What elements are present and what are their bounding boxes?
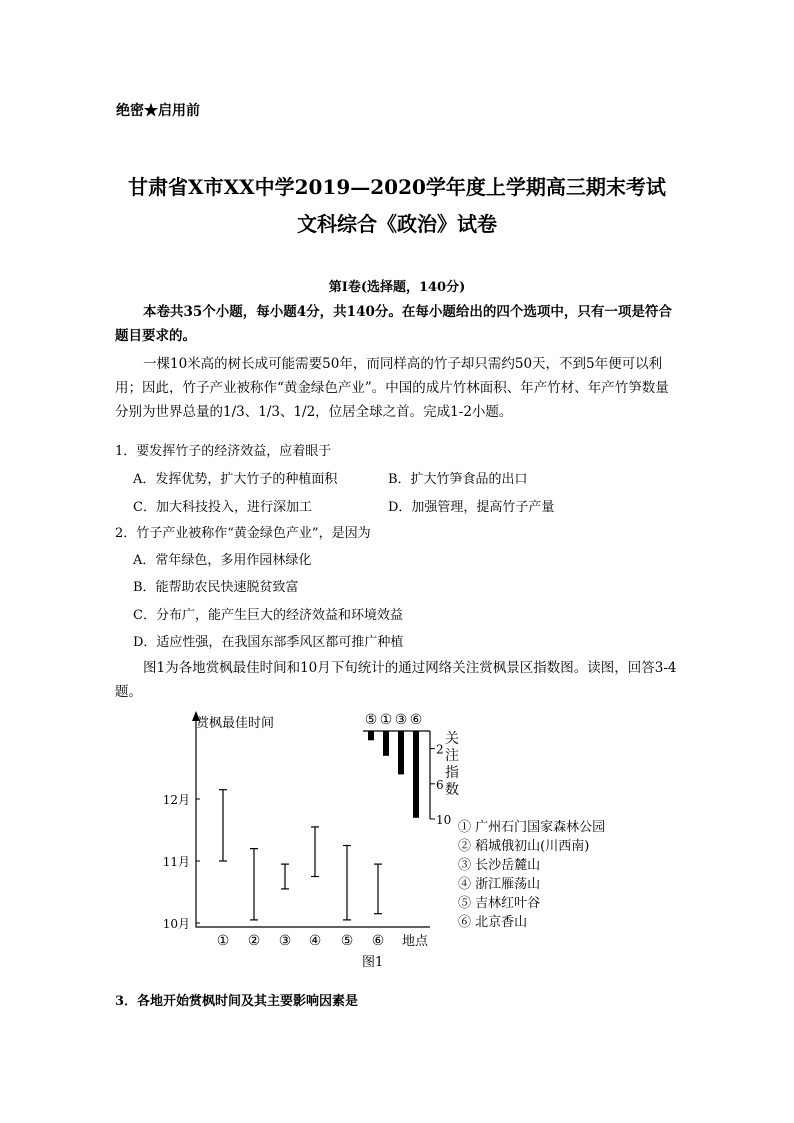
attention-tick-label: 2: [436, 742, 444, 757]
range-chart-x-labels: [217, 933, 385, 949]
secret-label: 绝密★启用前: [116, 103, 200, 119]
attention-bar: [368, 731, 374, 740]
attention-bar: [383, 731, 389, 756]
y-tick-label: 10月: [162, 917, 190, 931]
passage-2: 图1为各地赏枫最佳时间和10月下旬统计的通过网络关注赏枫景区指数图。读图，回答3-4题。: [115, 660, 677, 700]
attention-chart-ylabel: [445, 731, 459, 798]
question-1-stem: 1．要发挥竹子的经济效益，应着眼于: [115, 444, 332, 459]
q1-option-d: D．加强管理，提高竹子产量: [388, 500, 555, 515]
attention-tick-label: 10: [436, 813, 452, 827]
legend-item: ④ 浙江雁荡山: [458, 877, 541, 892]
range-chart-axes: [196, 715, 430, 927]
q2-option-c: C．分布广，能产生巨大的经济效益和环境效益: [133, 608, 403, 623]
attention-chart-bars: [368, 731, 419, 818]
section-heading: 第Ⅰ卷(选择题，140分): [328, 280, 466, 295]
page-subtitle: 文科综合《政治》试卷: [297, 212, 497, 236]
y-tick-label: 12月: [162, 793, 190, 807]
legend-item: ② 稻城俄初山(川西南): [458, 839, 590, 854]
attention-bar: [413, 731, 419, 818]
q1-option-a: A．发挥优势，扩大竹子的种植面积: [133, 472, 338, 487]
attention-ylabel-char: 关: [445, 731, 459, 747]
x-tick-label: ①: [216, 933, 230, 949]
range-chart-xlabel: 地点: [402, 934, 429, 949]
range-chart-bars: [219, 790, 382, 920]
question-3-stem: 3．各地开始赏枫时间及其主要影响因素是: [115, 994, 359, 1009]
q2-option-a: A．常年绿色，多用作园林绿化: [133, 553, 312, 568]
question-2-stem: 2．竹子产业被称作“黄金绿色产业”，是因为: [115, 526, 371, 541]
passage-1: 一棵10米高的树长成可能需要50年，而同样高的竹子却只需约50天，不到5年便可以利用；因此，竹子产业被称作“黄金绿色产业”。中国的成片竹林面积、年产竹材、年产竹笋数量分别为世界总量的1/3、1/3、1/2，位居全球之首。完成1-2小题。: [115, 356, 669, 420]
x-tick-label: ⑤: [340, 933, 354, 949]
x-tick-label: ③: [278, 933, 292, 949]
figure-caption: 图1: [362, 955, 384, 970]
x-tick-label: ⑥: [371, 933, 385, 949]
attention-chart-labels: [365, 712, 423, 728]
attention-ylabel-char: 指: [445, 765, 459, 781]
attention-ylabel-char: 注: [445, 748, 459, 764]
attention-ylabel-char: 数: [445, 782, 459, 798]
page-title: 甘肃省X市XX中学2019—2020学年度上学期高三期末考试: [128, 175, 666, 199]
q1-option-b: B．扩大竹笋食品的出口: [388, 472, 528, 487]
q1-option-c: C．加大科技投入，进行深加工: [133, 500, 312, 515]
x-tick-label: ②: [247, 933, 261, 949]
range-chart-ylabel: 赏枫最佳时间: [196, 716, 275, 731]
attention-bar-label: ③: [394, 712, 408, 728]
legend: [458, 818, 605, 932]
legend-item: ⑤ 吉林红叶谷: [458, 896, 541, 911]
range-chart-y-ticks: [163, 793, 200, 931]
x-tick-label: ④: [308, 933, 322, 949]
q2-option-b: B．能帮助农民快速脱贫致富: [133, 580, 299, 595]
attention-bar-label: ⑤: [364, 712, 378, 728]
legend-item: ③ 长沙岳麓山: [458, 858, 541, 873]
attention-bar-label: ①: [379, 712, 393, 728]
instructions: 本卷共35个小题，每小题4分，共140分。在每小题给出的四个选项中，只有一项是符合题目要求的。: [115, 304, 672, 344]
legend-item: ① 广州石门国家森林公园: [458, 820, 606, 835]
attention-bar-label: ⑥: [409, 712, 423, 728]
q2-option-d: D．适应性强，在我国东部季风区都可推广种植: [133, 635, 404, 650]
attention-tick-label: 6: [436, 777, 444, 792]
attention-bar: [398, 731, 404, 774]
legend-item: ⑥ 北京香山: [458, 915, 528, 930]
y-tick-label: 11月: [162, 855, 190, 869]
